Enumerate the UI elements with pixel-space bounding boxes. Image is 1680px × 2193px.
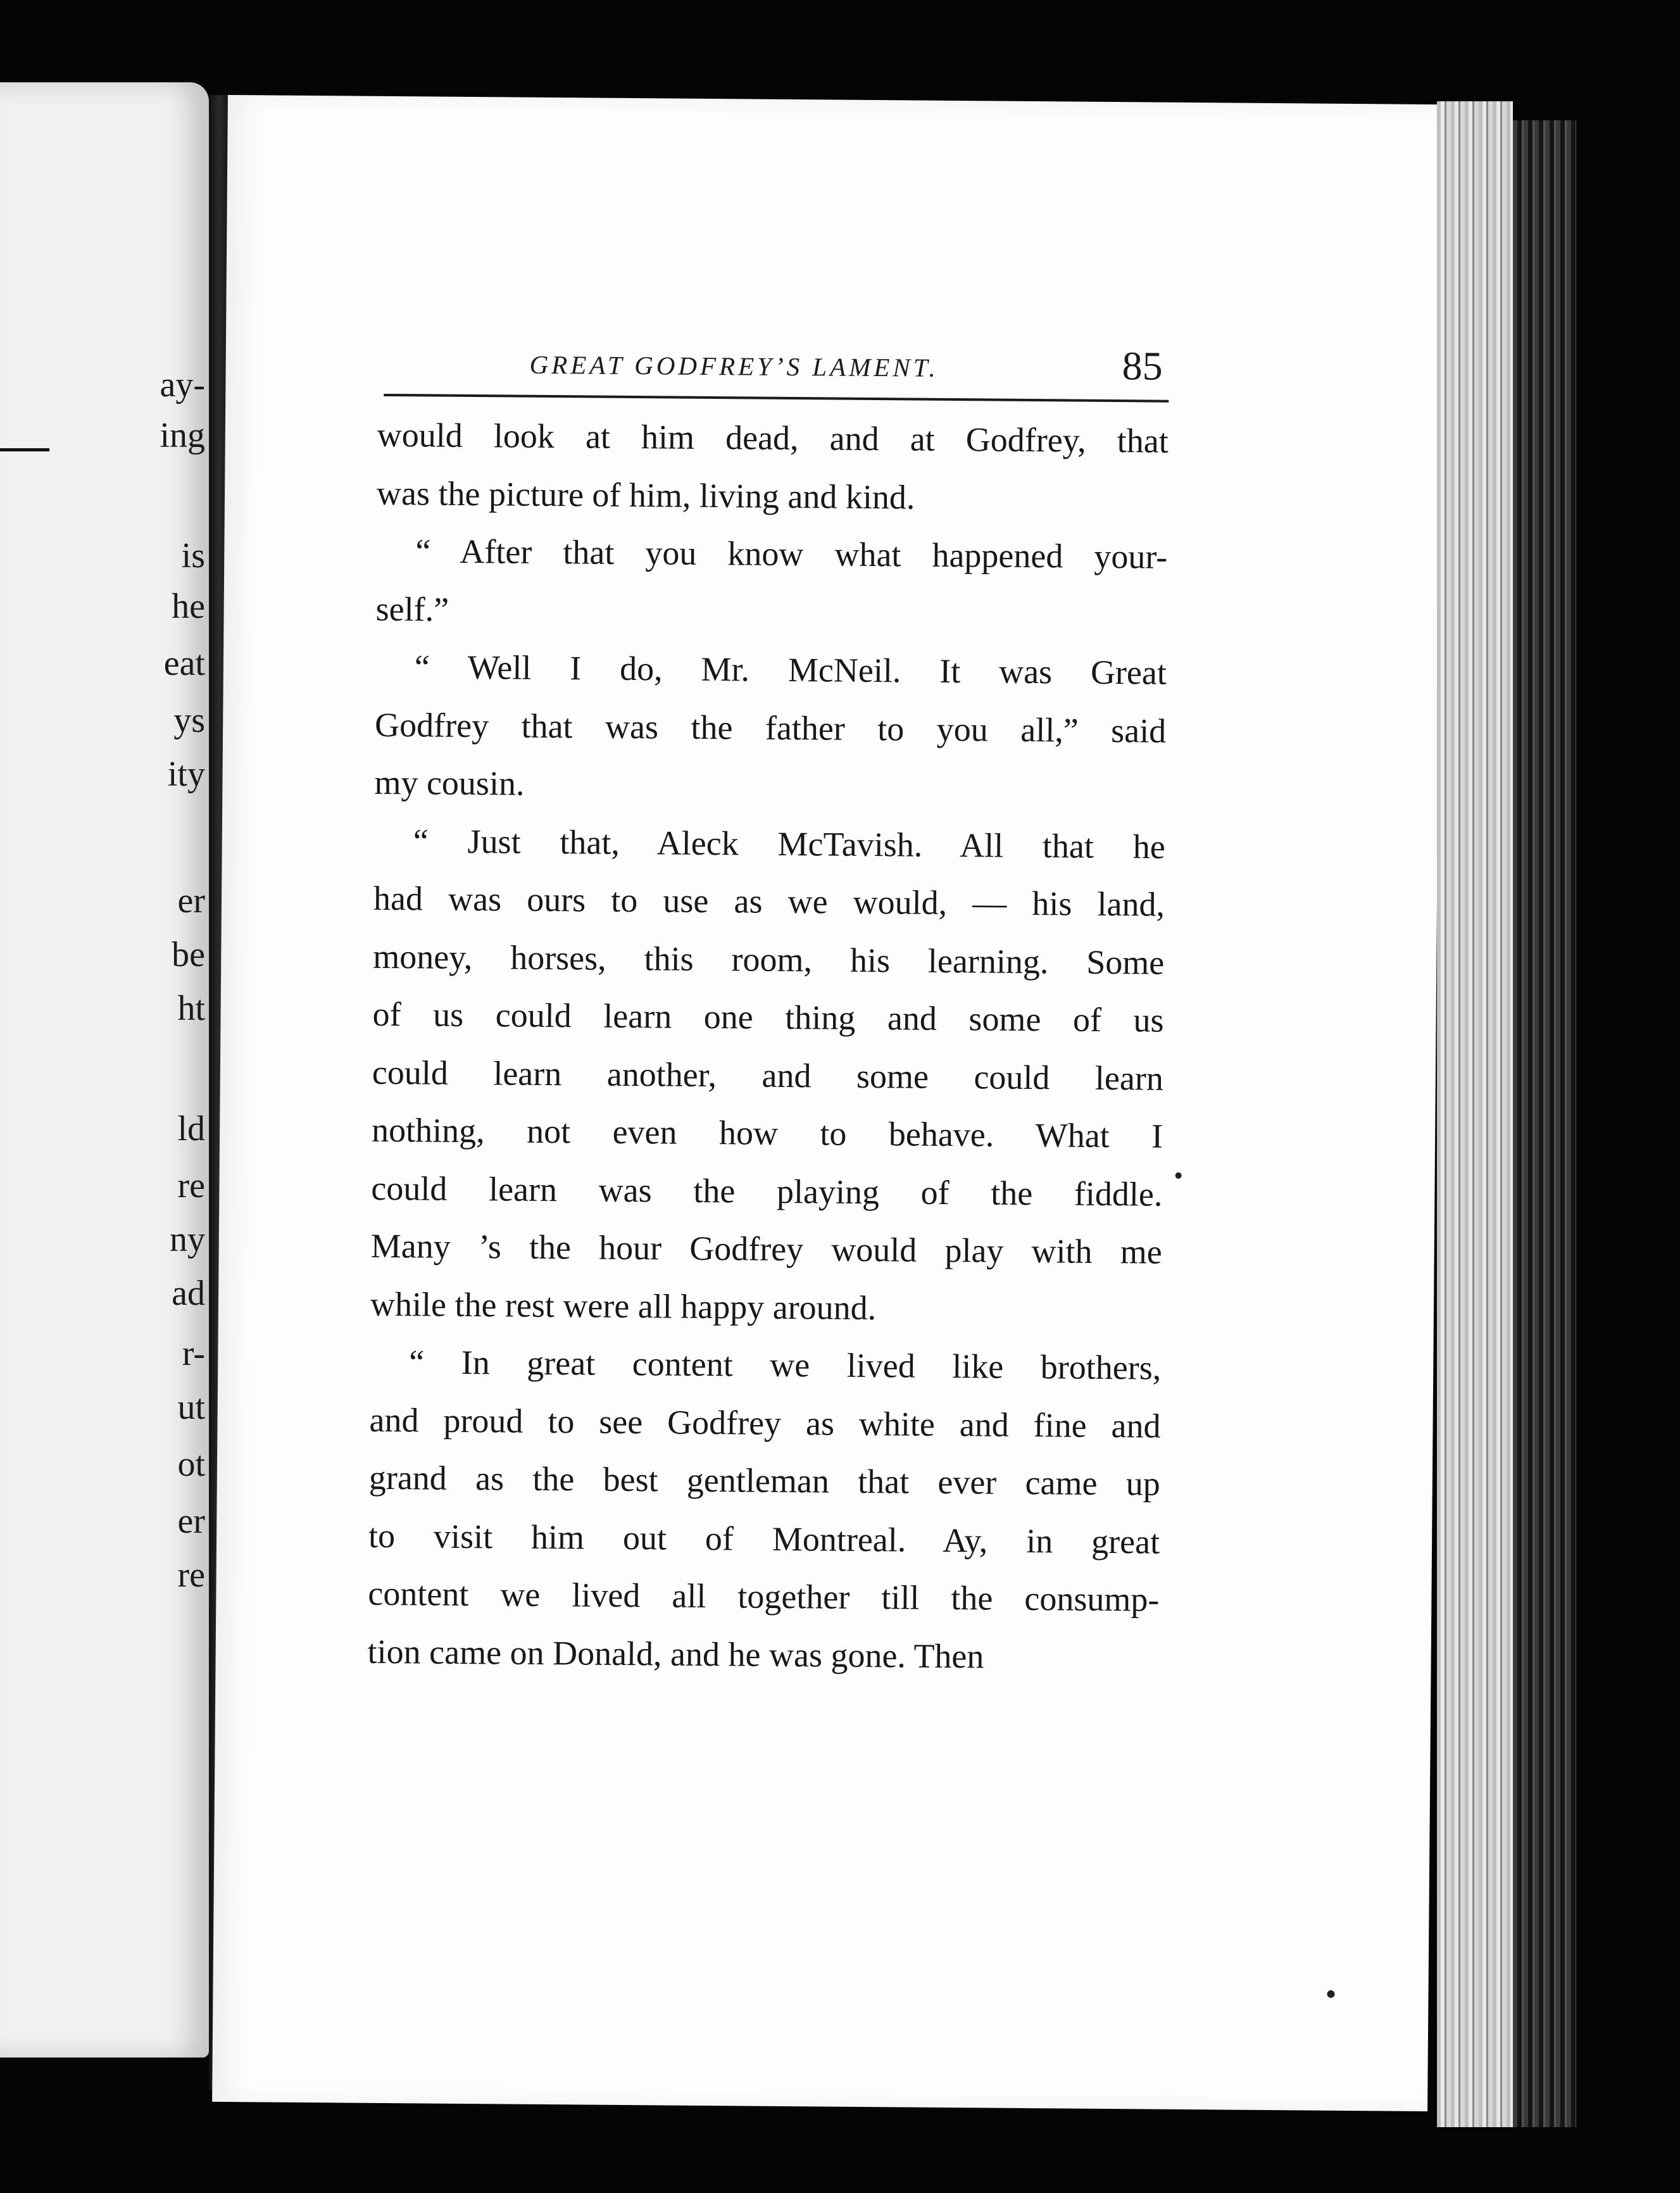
left-page-fragment: he	[172, 587, 205, 626]
left-page-fragment: ld	[177, 1109, 205, 1148]
left-page-text-fragments	[0, 82, 209, 2058]
text-line: Many ’s the hour Godfrey would play with me	[370, 1226, 1162, 1271]
paragraph	[367, 1333, 1161, 1687]
left-page-fragment: ity	[167, 755, 205, 794]
left-page-fragment: ys	[173, 701, 205, 740]
left-page-fragment: er	[177, 1502, 205, 1541]
body-text	[367, 406, 1169, 1687]
text-line: had was ours to use as we would, — his land,	[373, 879, 1165, 924]
text-line: “ After that you know what happened your-	[415, 532, 1168, 576]
text-line: “ Well I do, Mr. McNeil. It was Great	[414, 648, 1167, 692]
text-line: could learn another, and some could learn	[372, 1053, 1164, 1098]
left-page-fragment: ht	[177, 989, 205, 1028]
text-line: money, horses, this room, his learning. Some	[373, 937, 1165, 982]
text-line: self.”	[375, 589, 449, 629]
left-page-fragment: ny	[170, 1220, 205, 1259]
text-line: while the rest were all happy around.	[370, 1285, 877, 1327]
left-page-fragment: be	[172, 935, 205, 974]
text-line: grand as the best gentleman that ever came up	[368, 1458, 1161, 1503]
left-page-fragment: eat	[163, 644, 205, 683]
left-page-fragment: re	[177, 1166, 205, 1205]
text-line: “ In great content we lived like brothers,	[409, 1343, 1162, 1387]
page-edges	[1437, 101, 1513, 2127]
header-rule	[384, 394, 1169, 403]
text-line: nothing, not even how to behave. What I	[371, 1110, 1163, 1155]
text-line: to visit him out of Montreal. Ay, in great	[368, 1516, 1160, 1561]
paragraph	[377, 406, 1169, 529]
left-page-fragment: ad	[172, 1274, 205, 1313]
text-line: tion came on Donald, and he was gone. Then	[367, 1632, 984, 1675]
text-line: my cousin.	[374, 763, 525, 803]
text-line: “ Just that, Aleck McTavish. All that he	[413, 821, 1165, 866]
left-page-fragment: ot	[177, 1445, 205, 1484]
page-header	[377, 337, 1163, 394]
text-line: content we lived all together till the consump-	[368, 1574, 1160, 1619]
left-page-fragment: ut	[177, 1388, 205, 1427]
page-number: 85	[1122, 343, 1163, 389]
dust-speck	[1175, 1172, 1182, 1179]
left-page-fragment: re	[177, 1555, 205, 1595]
left-page-fragment: er	[177, 881, 205, 921]
text-line: was the picture of him, living and kind.	[376, 474, 915, 517]
running-head: GREAT GODFREY’S LAMENT.	[529, 349, 939, 382]
left-page-fragment: ing	[160, 416, 205, 455]
left-page	[0, 82, 209, 2058]
paragraph	[374, 638, 1167, 818]
book-cover-edge	[1513, 120, 1576, 2127]
text-line: Godfrey that was the father to you all,” said	[374, 705, 1167, 750]
left-page-fragment: r-	[182, 1334, 205, 1373]
left-page-fragment: ay-	[160, 365, 205, 405]
text-line: could learn was the playing of the fiddle.	[371, 1169, 1163, 1214]
paragraph	[370, 812, 1165, 1339]
left-page-fragment: is	[181, 536, 205, 575]
right-page	[212, 95, 1443, 2111]
text-line: and proud to see Godfrey as white and fine and	[369, 1400, 1161, 1445]
text-line: of us could learn one thing and some of us	[372, 995, 1164, 1040]
paragraph	[375, 522, 1167, 644]
text-line: would look at him dead, and at Godfrey, that	[377, 415, 1169, 460]
dust-speck	[1327, 1990, 1334, 1998]
